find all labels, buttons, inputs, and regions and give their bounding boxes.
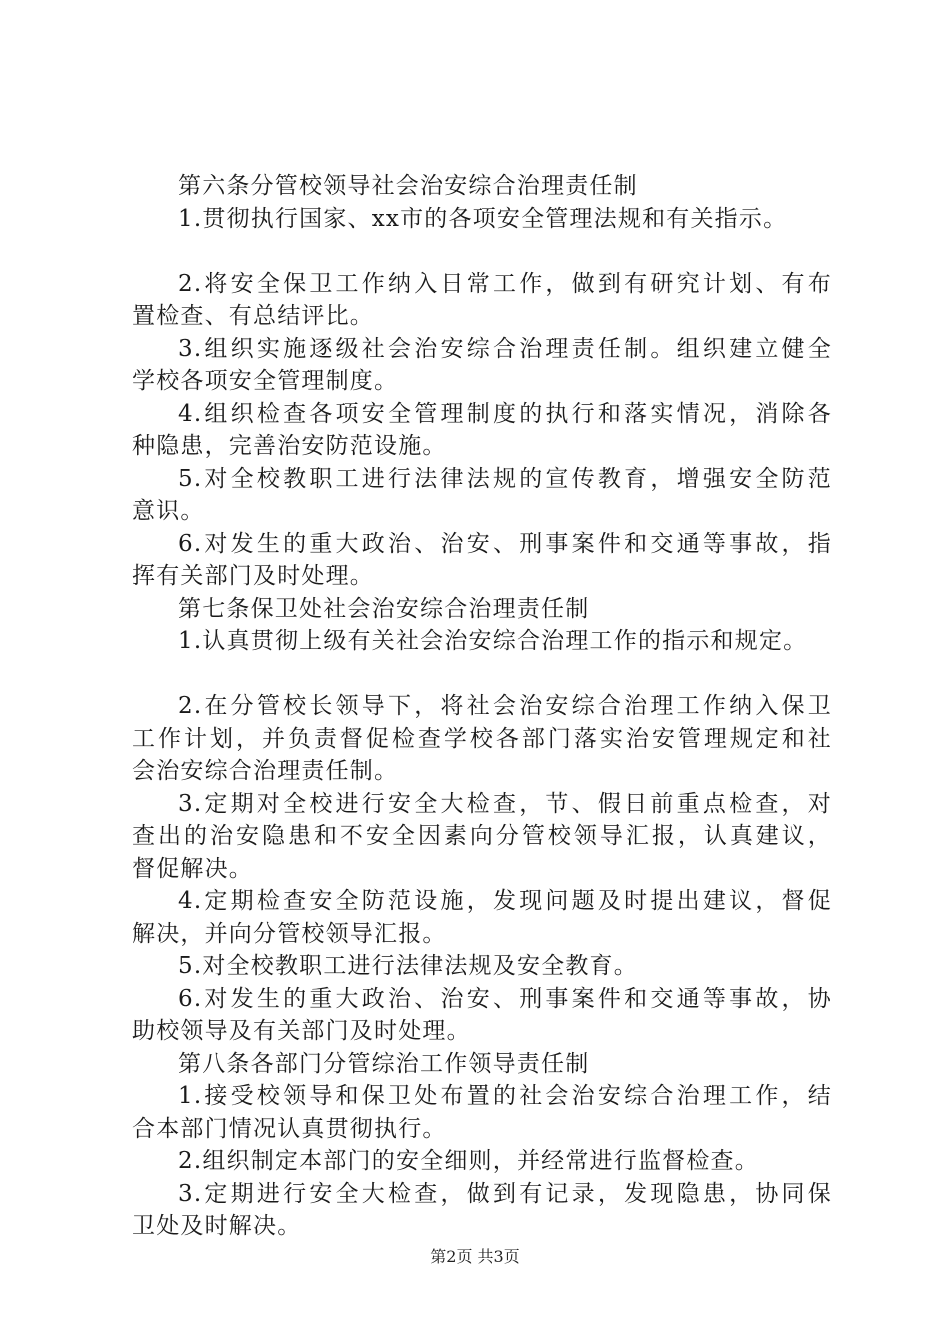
- blank-line: [132, 658, 832, 691]
- text-line: 种隐患，完善治安防范设施。: [132, 433, 447, 459]
- text-line: 第八条各部门分管综治工作领导责任制: [178, 1050, 590, 1077]
- text-line: 1.接受校领导和保卫处布置的社会治安综合治理工作，结: [178, 1083, 832, 1109]
- text-line: 第六条分管校领导社会治安综合治理责任制: [178, 173, 638, 199]
- text-line: 合本部门情况认真贯彻执行。: [132, 1115, 447, 1142]
- text-line: 学校各项安全管理制度。: [132, 368, 399, 394]
- text-line: 第七条保卫处社会治安综合治理责任制: [178, 595, 590, 622]
- text-line: 卫处及时解决。: [132, 1213, 302, 1239]
- text-line: 督促解决。: [132, 855, 253, 882]
- text-line: 4.组织检查各项安全管理制度的执行和落实情况，消除各: [178, 400, 832, 427]
- text-line: 1.认真贯彻上级有关社会治安综合治理工作的指示和规定。: [178, 628, 808, 654]
- blank-line: [132, 235, 832, 268]
- text-line: 3.组织实施逐级社会治安综合治理责任制。组织建立健全: [178, 335, 832, 362]
- text-line: 意识。: [132, 498, 205, 524]
- text-line: 2.在分管校长领导下，将社会治安综合治理工作纳入保卫: [178, 693, 832, 719]
- text-line: 5.对全校教职工进行法律法规的宣传教育，增强安全防范: [178, 465, 832, 492]
- text-line: 6.对发生的重大政治、治安、刑事案件和交通等事故，指: [178, 530, 832, 557]
- text-line: 3.定期进行安全大检查，做到有记录，发现隐患，协同保: [178, 1180, 832, 1207]
- text-line: 解决，并向分管校领导汇报。: [132, 920, 447, 947]
- text-line: 2.组织制定本部门的安全细则，并经常进行监督检查。: [178, 1148, 759, 1174]
- text-line: 5.对全校教职工进行法律法规及安全教育。: [178, 953, 638, 979]
- text-line: 会治安综合治理责任制。: [132, 758, 399, 784]
- text-line: 1.贯彻执行国家、xx市的各项安全管理法规和有关指示。: [178, 205, 788, 232]
- text-line: 6.对发生的重大政治、治安、刑事案件和交通等事故，协: [178, 985, 832, 1012]
- document-body: [132, 170, 832, 1243]
- page-footer: 第2页 共3页: [430, 1247, 520, 1266]
- text-line: 工作计划，并负责督促检查学校各部门落实治安管理规定和社: [132, 725, 832, 752]
- text-line: 2.将安全保卫工作纳入日常工作，做到有研究计划、有布: [178, 270, 832, 297]
- text-line: 查出的治安隐患和不安全因素向分管校领导汇报，认真建议，: [132, 823, 832, 849]
- text-line: 4.定期检查安全防范设施，发现问题及时提出建议，督促: [178, 888, 832, 914]
- text-line: 置检查、有总结评比。: [132, 303, 374, 329]
- text-line: 挥有关部门及时处理。: [132, 563, 374, 589]
- text-line: 助校领导及有关部门及时处理。: [132, 1018, 471, 1044]
- text-line: 3.定期对全校进行安全大检查，节、假日前重点检查，对: [178, 790, 832, 817]
